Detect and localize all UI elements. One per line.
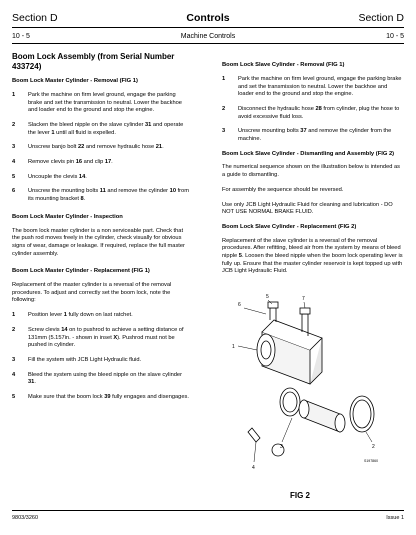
page-number-left: 10 - 5	[12, 33, 30, 40]
inspection-text: The boom lock master cylinder is a non serviceable part. Check that the push rod moves freely in the cylinder, check visually for obvious signs of wear, damage or leakage. If required, replace the full master cylinder assembly.	[12, 227, 185, 257]
figure-reference: S197860	[364, 459, 379, 463]
page-number-right: 10 - 5	[386, 33, 404, 40]
replacement-heading: Boom Lock Master Cylinder - Replacement (FIG 1)	[12, 268, 150, 275]
removal-heading: Boom Lock Master Cylinder - Removal (FIG 1)	[12, 78, 138, 84]
dismantle-text-2: For assembly the sequence should be reversed.	[222, 186, 344, 193]
figure-caption: FIG 2	[290, 491, 311, 500]
page-subtitle: Machine Controls	[180, 33, 236, 40]
callout-4: 4	[252, 465, 255, 471]
removal-step: 5 Uncouple the clevis 14.	[12, 173, 87, 180]
callout-1: 1	[232, 344, 235, 350]
section-label-left: Section D	[12, 12, 58, 24]
rod-end	[248, 428, 260, 442]
page-title: Controls	[186, 12, 230, 24]
replacement-text: Replacement of the master cylinder is a reversal of the removal procedures. To adjust and correctly set the boom lock, note the following:	[12, 282, 172, 304]
footer-rule	[12, 510, 404, 511]
header-rule-top	[12, 27, 404, 28]
removal-step: 2 Slacken the bleed nipple on the slave cylinder 31 and operate the lever 1 until all fluid is expelled.	[12, 121, 184, 136]
inspection-heading: Boom Lock Master Cylinder - Inspection	[12, 213, 123, 220]
slave-removal-step: 2 Disconnect the hydraulic hose 28 from cylinder, plug the hose to avoid excessive fluid loss.	[222, 105, 400, 120]
callout-7: 7	[302, 296, 305, 302]
slave-cylinder-exploded-figure	[222, 292, 404, 492]
removal-step: 1 Park the machine on firm level ground, engage the parking brake and set the transmission to neutral. Lower the backhoe and loader end to the ground and stop the engine.	[12, 91, 182, 114]
slave-replacement-text: Replacement of the slave cylinder is a reversal of the removal procedures. After refitting, bleed air from the system by means of bleed nipple 5. Loosen the bleed nipple when the boom lock operating lever is fully up. Ensure that the master cylinder reservoir is kept topped up with JCB Light Hydraulic Fluid.	[222, 237, 403, 275]
callout-5: 5	[266, 294, 269, 300]
dismantle-text-3: Use only JCB Light Hydraulic Fluid for cleaning and lubrication - DO NOT USE NORMAL BRAKE FLUID.	[222, 201, 393, 216]
piston	[304, 400, 340, 432]
cylinder-bore	[257, 334, 275, 366]
callout-2: 2	[372, 444, 375, 450]
replacement-step: 3 Fill the system with JCB Light Hydraulic fluid.	[12, 356, 142, 363]
callout-3: 3	[280, 444, 283, 450]
right-column	[222, 62, 404, 283]
header-rule-bottom	[12, 43, 404, 44]
section-label-right: Section D	[358, 12, 404, 24]
replacement-step: 4 Bleed the system using the bleed nipple on the slave cylinder 31.	[12, 371, 182, 386]
replacement-step: 1 Position lever 1 fully down on last ratchet.	[12, 312, 133, 319]
replacement-step: 2 Screw clevis 14 on to pushrod to achieve a setting distance of 131mm (5.157in. - shown in inset X). Pushrod must not be pushed in cylinder.	[12, 326, 184, 349]
doc-number: 9803/3260	[12, 515, 38, 521]
slave-removal-step: 1 Park the machine on firm level ground, engage the parking brake and set the transmission to neutral. Lower the backhoe and loader end to the ground and stop the engine.	[222, 75, 402, 98]
removal-step: 6 Unscrew the mounting bolts 11 and remove the cylinder 10 from its mounting bracket 8.	[12, 188, 189, 202]
removal-step: 3 Unscrew banjo bolt 22 and remove hydraulic hose 21.	[12, 144, 164, 151]
main-title: Boom Lock Assembly (from Serial Number 433724)	[12, 52, 175, 71]
piston-seal	[350, 396, 374, 432]
left-column	[12, 52, 190, 409]
dismantle-heading: Boom Lock Slave Cylinder - Dismantling and Assembly (FIG 2)	[222, 150, 395, 157]
replacement-step: 5 Make sure that the boom lock 39 fully engages and disengages.	[12, 393, 189, 400]
bleed-nipple	[270, 308, 276, 322]
removal-step: 4 Remove clevis pin 16 and clip 17.	[12, 158, 113, 165]
callout-6: 6	[238, 302, 241, 308]
slave-removal-heading: Boom Lock Slave Cylinder - Removal (FIG 1)	[222, 62, 345, 68]
issue-label: Issue 1	[386, 515, 404, 521]
slave-replacement-heading: Boom Lock Slave Cylinder - Replacement (FIG 2)	[222, 223, 357, 230]
dismantle-text-1: The numerical sequence shown on the illustration below is intended as a guide to dismantling.	[222, 164, 400, 179]
slave-removal-step: 3 Unscrew mounting bolts 37 and remove the cylinder from the machine.	[222, 128, 392, 142]
